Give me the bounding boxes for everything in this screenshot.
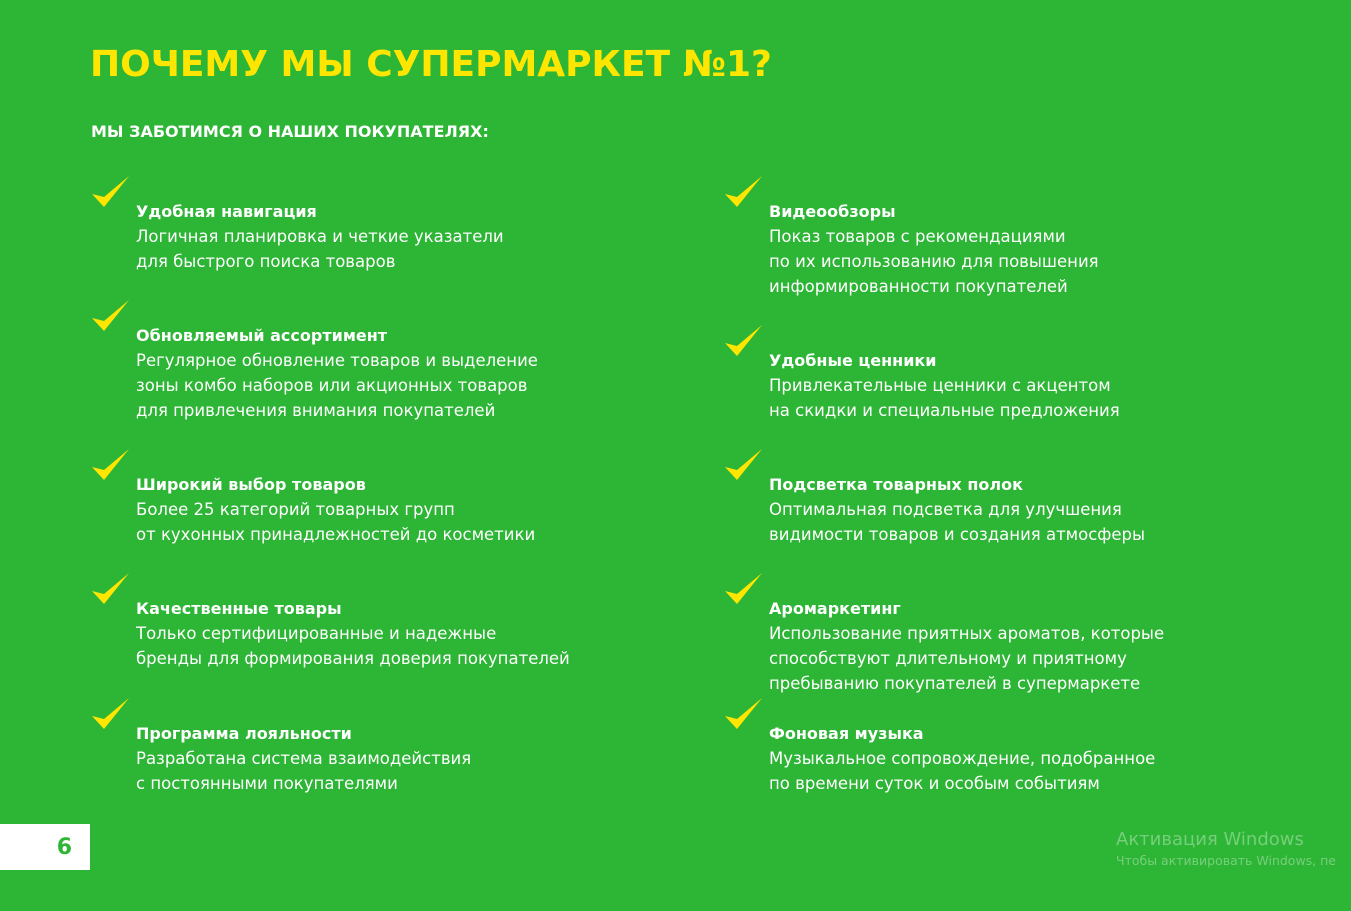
feature-description: Использование приятных ароматов, которые способствуют длительному и приятному пребыванию покупателей в супермаркете bbox=[769, 624, 1165, 693]
feature-description: Более 25 категорий товарных групп от кухонных принадлежностей до косметики bbox=[136, 500, 536, 544]
checkmark-icon bbox=[723, 571, 765, 611]
feature-title: Широкий выбор товаров bbox=[136, 475, 366, 494]
feature-item-assortment bbox=[136, 324, 696, 423]
feature-title: Подсветка товарных полок bbox=[769, 475, 1023, 494]
feature-title: Качественные товары bbox=[136, 599, 342, 618]
feature-description: Только сертифицированные и надежные бренды для формирования доверия покупателей bbox=[136, 624, 570, 668]
feature-item-background-music bbox=[769, 722, 1329, 796]
feature-item-price-tags bbox=[769, 349, 1329, 423]
watermark-line-2: Чтобы активировать Windows, пе bbox=[1116, 853, 1336, 868]
page-number: 6 bbox=[56, 834, 72, 860]
feature-title: Удобные ценники bbox=[769, 351, 937, 370]
checkmark-icon bbox=[90, 447, 132, 487]
feature-title: Обновляемый ассортимент bbox=[136, 326, 388, 345]
windows-activation-watermark bbox=[1116, 828, 1336, 870]
feature-title: Видеообзоры bbox=[769, 202, 896, 221]
checkmark-icon bbox=[723, 696, 765, 736]
feature-description: Разработана система взаимодействия с постоянными покупателями bbox=[136, 749, 472, 793]
feature-item-quality bbox=[136, 597, 696, 671]
checkmark-icon bbox=[90, 174, 132, 214]
feature-title: Фоновая музыка bbox=[769, 724, 924, 743]
feature-description: Логичная планировка и четкие указатели для быстрого поиска товаров bbox=[136, 227, 504, 271]
feature-item-navigation bbox=[136, 200, 696, 274]
checkmark-icon bbox=[90, 696, 132, 736]
page-number-box bbox=[0, 824, 90, 870]
feature-description: Регулярное обновление товаров и выделение зоны комбо наборов или акционных товаров для привлечения внимания покупателей bbox=[136, 351, 538, 420]
feature-title: Аромаркетинг bbox=[769, 599, 901, 618]
checkmark-icon bbox=[723, 447, 765, 487]
page-subtitle: МЫ ЗАБОТИМСЯ О НАШИХ ПОКУПАТЕЛЯХ: bbox=[91, 122, 489, 141]
checkmark-icon bbox=[723, 174, 765, 214]
feature-item-aroma-marketing bbox=[769, 597, 1329, 696]
feature-description: Музыкальное сопровождение, подобранное по времени суток и особым событиям bbox=[769, 749, 1156, 793]
page-title: ПОЧЕМУ МЫ СУПЕРМАРКЕТ №1? bbox=[90, 44, 772, 85]
watermark-line-1: Активация Windows bbox=[1116, 829, 1304, 850]
feature-description: Оптимальная подсветка для улучшения видимости товаров и создания атмосферы bbox=[769, 500, 1146, 544]
feature-item-shelf-lighting bbox=[769, 473, 1329, 547]
feature-title: Программа лояльности bbox=[136, 724, 352, 743]
feature-item-video-reviews bbox=[769, 200, 1329, 299]
feature-description: Показ товаров с рекомендациями по их использованию для повышения информированности покупателей bbox=[769, 227, 1099, 296]
feature-description: Привлекательные ценники с акцентом на скидки и специальные предложения bbox=[769, 376, 1120, 420]
feature-item-loyalty bbox=[136, 722, 696, 796]
feature-item-wide-choice bbox=[136, 473, 696, 547]
checkmark-icon bbox=[723, 323, 765, 363]
feature-title: Удобная навигация bbox=[136, 202, 317, 221]
checkmark-icon bbox=[90, 298, 132, 338]
checkmark-icon bbox=[90, 571, 132, 611]
